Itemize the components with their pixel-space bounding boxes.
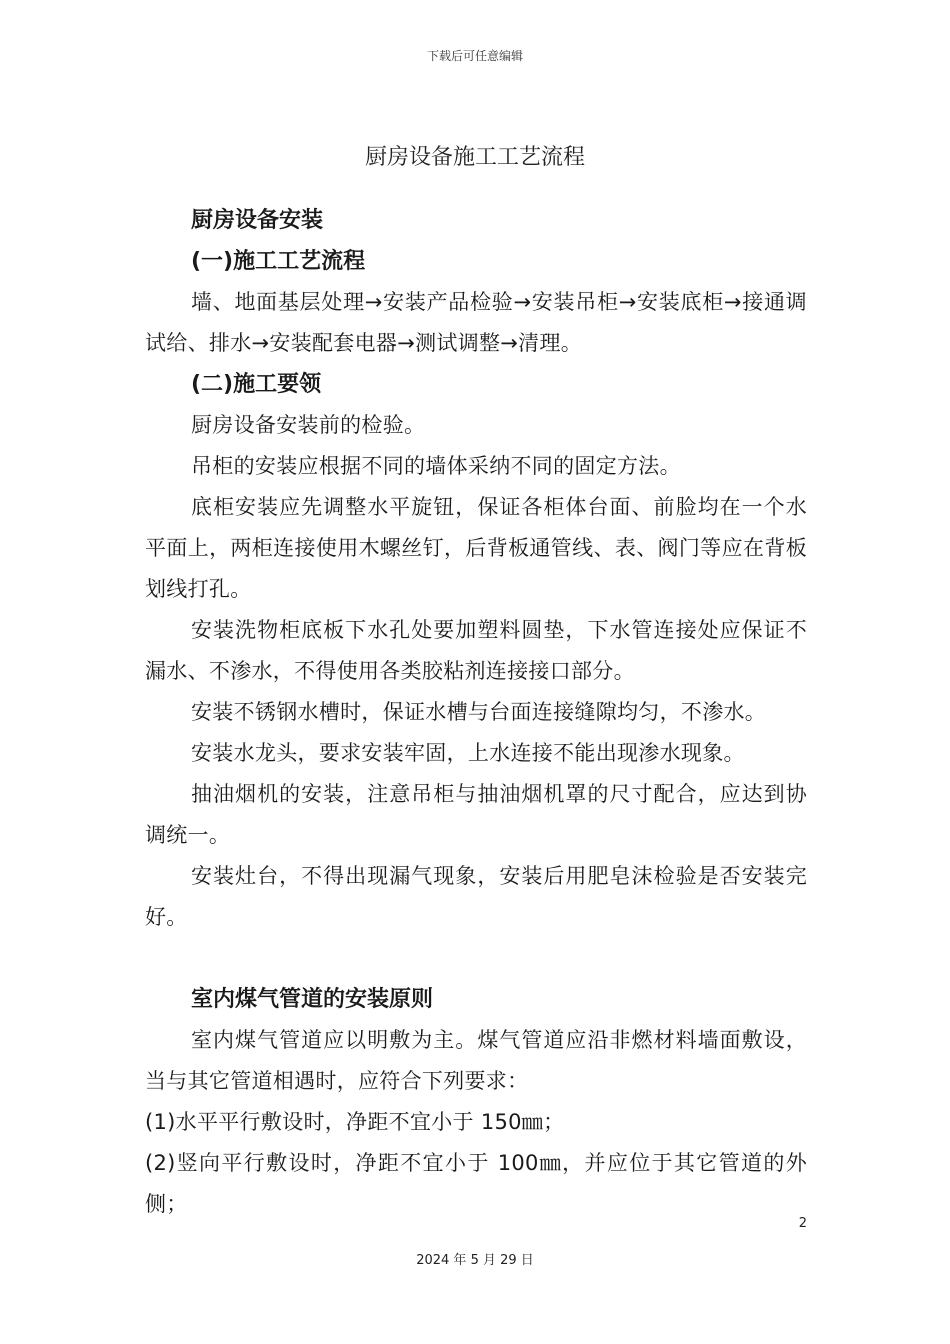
- key-point-paragraph: 厨房设备安装前的检验。: [191, 413, 426, 437]
- gas-pipe-rule-item: (1)水平平行敷设时，净距不宜小于 150㎜；: [145, 1110, 565, 1134]
- gas-pipe-intro-paragraph: 室内煤气管道应以明敷为主。煤气管道应沿非燃材料墙面敷设，当与其它管道相遇时，应符合下列要求：: [145, 1028, 807, 1093]
- header-note: 下载后可任意编辑: [426, 49, 523, 63]
- key-point-paragraph: 安装洗物柜底板下水孔处要加塑料圆垫，下水管连接处应保证不漏水、不渗水，不得使用各类胶粘剂连接接口部分。: [145, 618, 807, 683]
- spacer: [145, 938, 807, 979]
- process-paragraph: 墙、地面基层处理→安装产品检验→安装吊柜→安装底柜→接通调试给、排水→安装配套电器→测试调整→清理。: [145, 290, 807, 355]
- key-point-paragraph: 吊柜的安装应根据不同的墙体采纳不同的固定方法。: [191, 454, 681, 478]
- section-heading-gas-pipe: 室内煤气管道的安装原则: [191, 987, 434, 1012]
- section-heading-kitchen-install: 厨房设备安装: [191, 208, 324, 233]
- gas-pipe-rule-item: (2)竖向平行敷设时，净距不宜小于 100㎜，并应位于其它管道的外侧；: [145, 1151, 807, 1216]
- subheading-key-points: (二)施工要领: [191, 372, 322, 397]
- document-body: [145, 200, 807, 1225]
- footer-date: 2024 年 5 月 29 日: [416, 1253, 534, 1268]
- subheading-process: (一)施工工艺流程: [191, 249, 366, 274]
- document-title: 厨房设备施工工艺流程: [364, 145, 585, 170]
- key-point-paragraph: 底柜安装应先调整水平旋钮，保证各柜体台面、前脸均在一个水平面上，两柜连接使用木螺丝钉，后背板通管线、表、阀门等应在背板划线打孔。: [145, 495, 807, 601]
- page-number: 2: [798, 1216, 807, 1231]
- key-point-paragraph: 抽油烟机的安装，注意吊柜与抽油烟机罩的尺寸配合，应达到协调统一。: [145, 782, 807, 847]
- key-point-paragraph: 安装水龙头，要求安装牢固，上水连接不能出现渗水现象。: [191, 741, 745, 765]
- key-point-paragraph: 安装不锈钢水槽时，保证水槽与台面连接缝隙均匀，不渗水。: [191, 700, 767, 724]
- key-point-paragraph: 安装灶台，不得出现漏气现象，安装后用肥皂沫检验是否安装完好。: [145, 864, 807, 929]
